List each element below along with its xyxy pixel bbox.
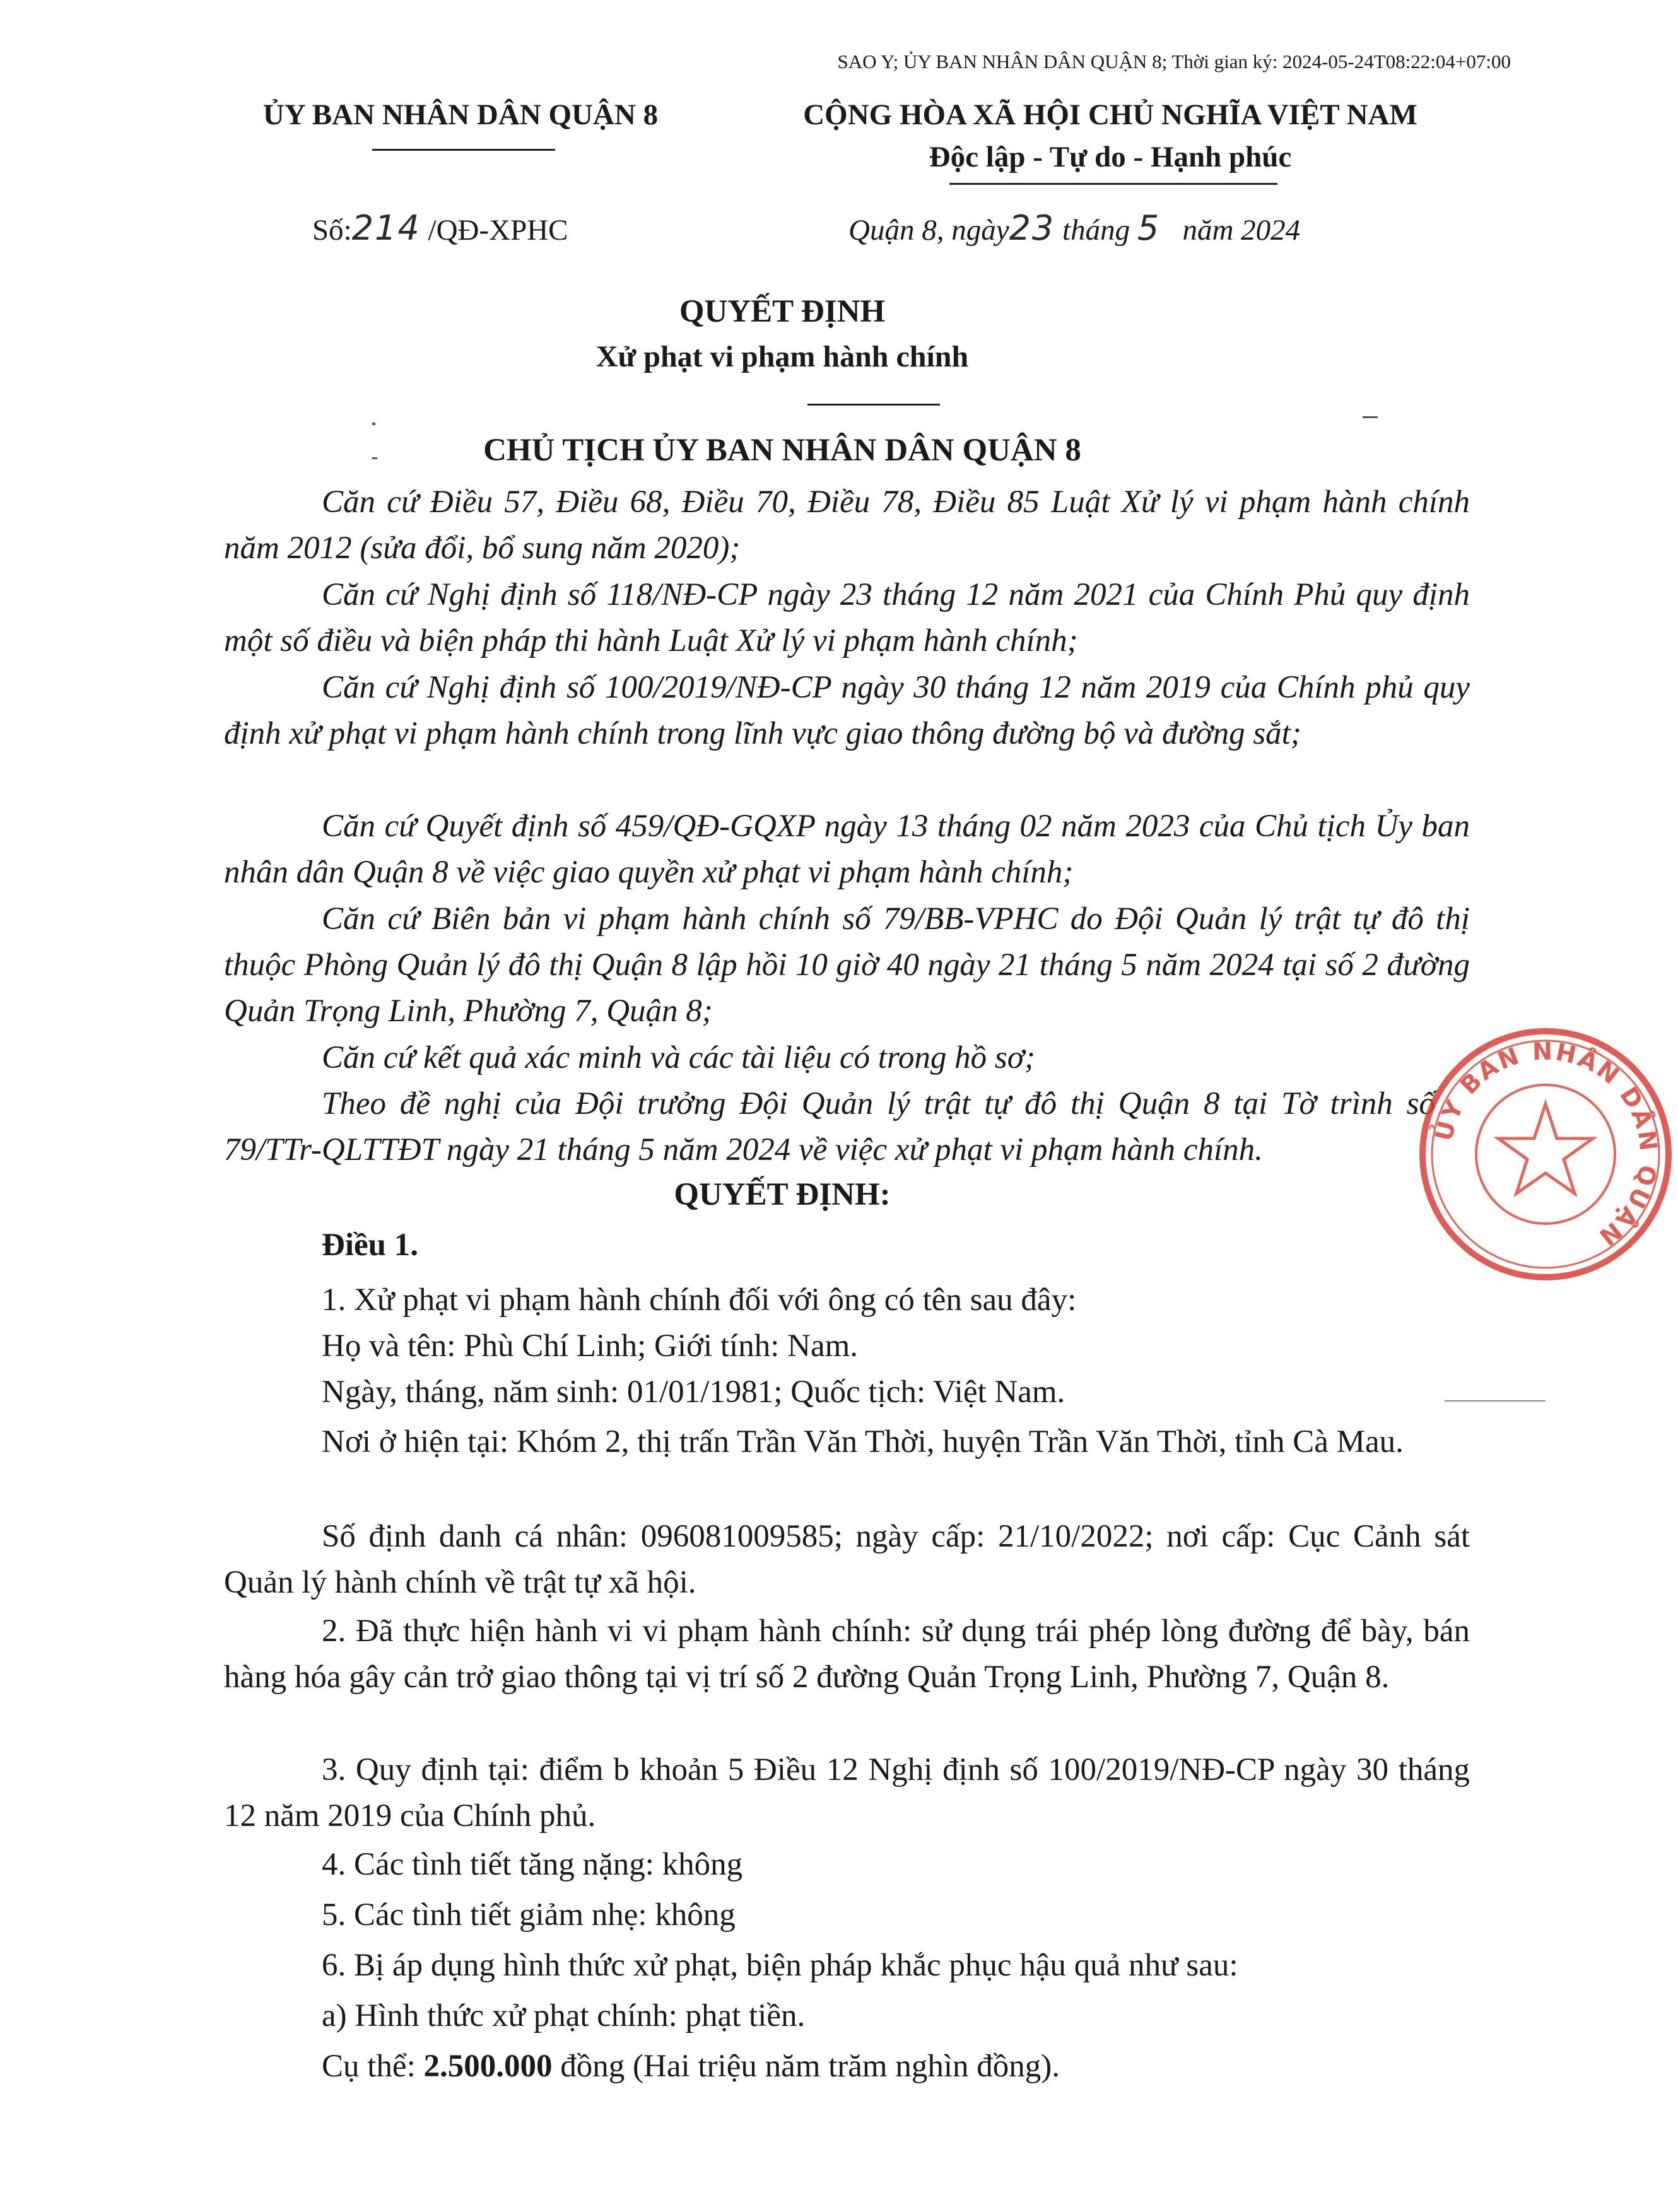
motto-underline [949,183,1277,185]
number-prefix: Số: [312,214,352,247]
article-item: Số định danh cá nhân: 096081009585; ngày cấp: 21/10/2022; nơi cấp: Cục Cảnh sát Quản lý hành chính về trật tự xã hội. [224,1519,1470,1600]
handwritten-month: 5 [1137,208,1161,248]
article-item: 6. Bị áp dụng hình thức xử phạt, biện pháp khắc phục hậu quả như sau: [322,1948,1238,1983]
issuing-organization: ỦY BAN NHÂN DÂN QUẬN 8 [262,98,659,131]
article-item: 2. Đã thực hiện hành vi vi phạm hành chính: sử dụng trái phép lòng đường để bày, bán hàng hóa gây cản trở giao thông tại vị trí số 2 đường Quản Trọng Linh, Phường 7, Quận 8. [224,1613,1470,1695]
digital-signature-line: SAO Y; ỦY BAN NHÂN DÂN QUẬN 8; Thời gian ký: 2024-05-24T08:22:04+07:00 [837,50,1511,73]
fine-suffix: đồng (Hai triệu năm trăm nghìn đồng). [560,2049,1060,2084]
handwritten-day: 23 [1009,208,1055,248]
document-title: QUYẾT ĐỊNH [679,294,886,329]
national-name: CỘNG HÒA XÃ HỘI CHỦ NGHĨA VIỆT NAM [803,98,1417,131]
ground-paragraph: Căn cứ Nghị định số 100/2019/NĐ-CP ngày 30 tháng 12 năm 2019 của Chính phủ quy định xử phạt vi phạm hành chính trong lĩnh vực giao thông đường bộ và đường sắt; [224,670,1470,751]
document-number [312,208,568,248]
ground-paragraph: Theo đề nghị của Đội trưởng Đội Quản lý trật tự đô thị Quận 8 tại Tờ trình số 79/TTr-QLTTĐT ngày 21 tháng 5 năm 2024 về việc xử phạt vi phạm hành chính. [224,1086,1435,1167]
official-seal [1413,1022,1678,1287]
date-month-label: tháng [1062,214,1130,247]
article-item: a) Hình thức xử phạt chính: phạt tiền. [322,1998,806,2034]
fine-line [224,2044,1470,2090]
ground-paragraph: Căn cứ Nghị định số 118/NĐ-CP ngày 23 tháng 12 năm 2021 của Chính Phủ quy định một số điều và biện pháp thi hành Luật Xử lý vi phạm hành chính; [224,577,1470,658]
document-date [848,208,1300,248]
article-item: 4. Các tình tiết tăng nặng: không [322,1847,743,1882]
document-subtitle: Xử phạt vi phạm hành chính [596,340,969,373]
date-year: năm 2024 [1182,214,1301,247]
article-item: Nơi ở hiện tại: Khóm 2, thị trấn Trần Văn Thời, huyện Trần Văn Thời, tỉnh Cà Mau. [322,1424,1404,1460]
scan-speck [372,423,375,425]
svg-text:ỦY BAN NHÂN DÂN QUẬN: ỦY BAN NHÂN DÂN QUẬN [1429,1037,1663,1253]
article-item: Ngày, tháng, năm sinh: 01/01/1981; Quốc tịch: Việt Nam. [322,1374,1065,1410]
article-item: 5. Các tình tiết giảm nhẹ: không [322,1897,736,1933]
decision-heading: QUYẾT ĐỊNH: [674,1177,891,1212]
ground-paragraph: Căn cứ Biên bản vi phạm hành chính số 79/BB-VPHC do Đội Quản lý trật tự đô thị thuộc Phòng Quản lý đô thị Quận 8 lập hồi 10 giờ 40 ngày 21 tháng 5 năm 2024 tại số 2 đường Quản Trọng Linh, Phường 7, Quận 8; [224,901,1470,1029]
scan-speck [1363,416,1378,418]
ground-paragraph: Căn cứ Điều 57, Điều 68, Điều 70, Điều 78, Điều 85 Luật Xử lý vi phạm hành chính năm 2012 (sửa đổi, bổ sung năm 2020); [224,484,1470,566]
article-item: 1. Xử phạt vi phạm hành chính đối với ông có tên sau đây: [322,1282,1077,1318]
scan-line [1445,1400,1546,1402]
ground-paragraph: Căn cứ kết quả xác minh và các tài liệu có trong hồ sơ; [322,1040,1035,1075]
title-underline [807,404,940,406]
org-underline [372,149,555,151]
fine-amount: 2.500.000 [423,2049,553,2084]
fine-prefix: Cụ thể: [322,2049,416,2084]
article-item: Họ và tên: Phù Chí Linh; Giới tính: Nam. [322,1328,859,1364]
national-motto: Độc lập - Tự do - Hạnh phúc [929,141,1292,173]
number-suffix: /QĐ-XPHC [428,214,568,247]
ground-paragraph: Căn cứ Quyết định số 459/QĐ-GQXP ngày 13 tháng 02 năm 2023 của Chủ tịch Ủy ban nhân dân Quận 8 về việc giao quyền xử phạt vi phạm hành chính; [224,809,1470,890]
date-prefix: Quận 8, ngày [848,214,1009,247]
article-item: 3. Quy định tại: điểm b khoản 5 Điều 12 Nghị định số 100/2019/NĐ-CP ngày 30 tháng 12 năm 2019 của Chính phủ. [224,1752,1470,1834]
handwritten-number: 214 [351,208,421,248]
article-heading: Điều 1. [322,1227,418,1263]
authority-heading: CHỦ TỊCH ỦY BAN NHÂN DÂN QUẬN 8 [483,433,1081,468]
